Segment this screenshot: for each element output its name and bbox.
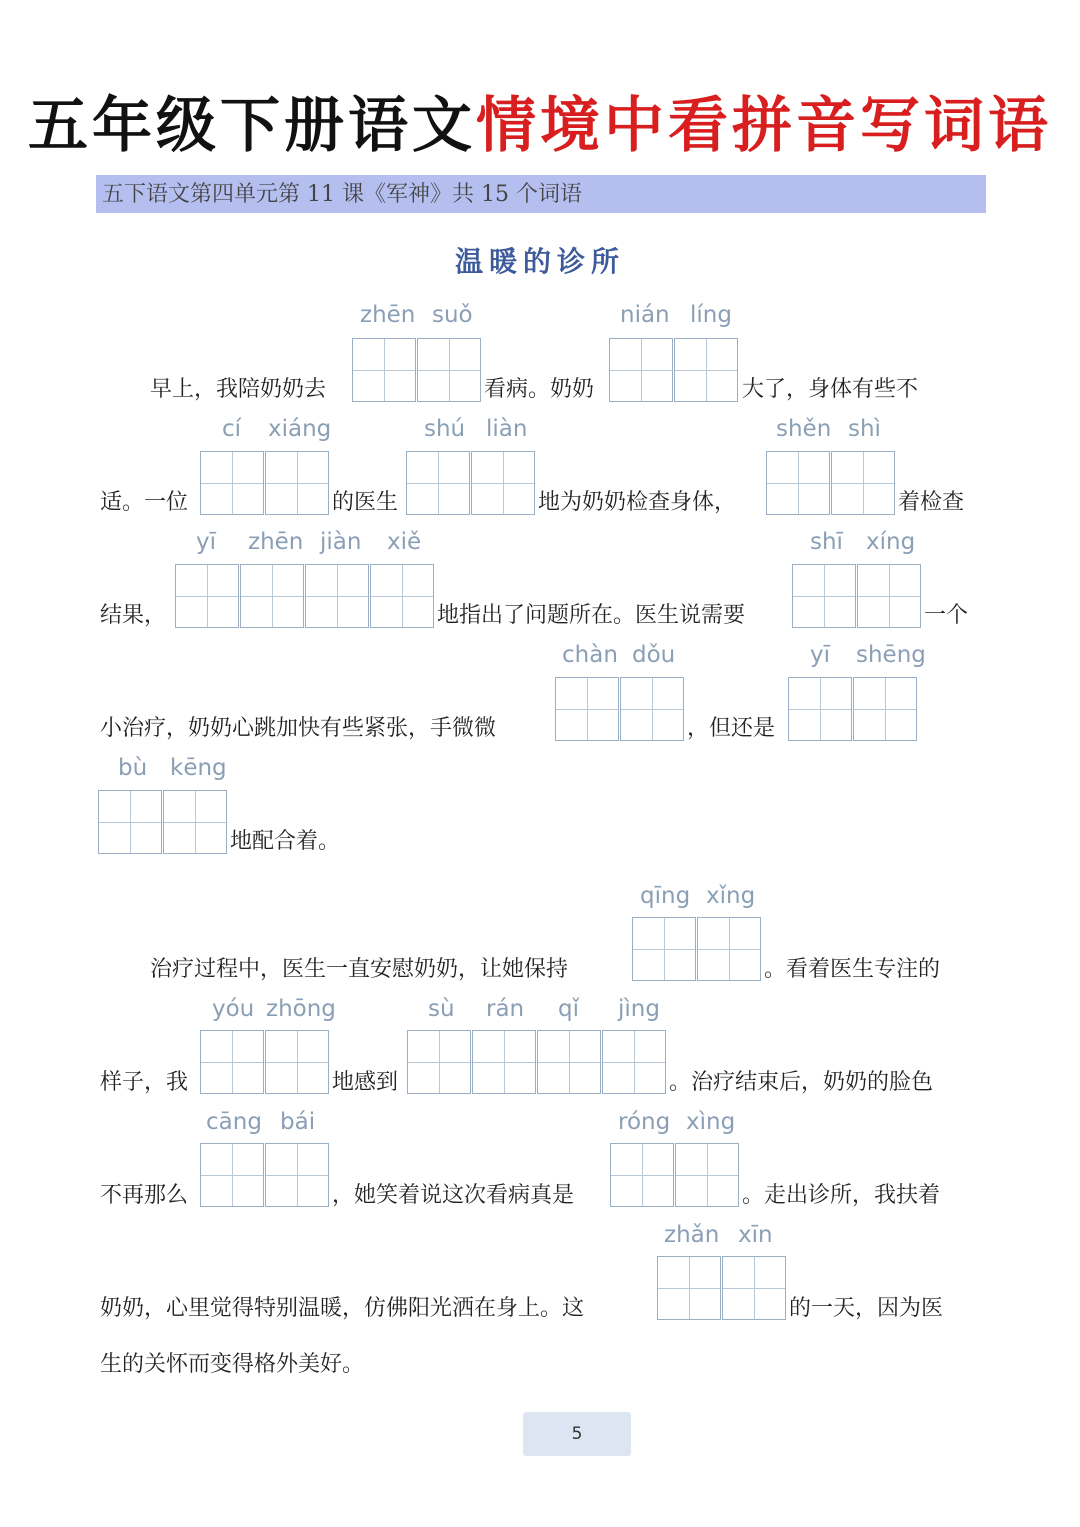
lesson-header-bar — [96, 175, 986, 213]
writing-box[interactable] — [620, 677, 684, 741]
passage-text: 地感到 — [332, 1070, 399, 1095]
writing-box[interactable] — [675, 1143, 739, 1207]
passage-text: 治疗过程中，医生一直安慰奶奶，让她保持 — [150, 957, 569, 982]
writing-box[interactable] — [200, 1030, 264, 1094]
pinyin: nián — [620, 302, 670, 328]
pinyin: dǒu — [632, 642, 676, 668]
passage-text: 的医生 — [332, 490, 399, 515]
writing-box[interactable] — [163, 790, 227, 854]
pinyin: zhēn — [360, 302, 416, 328]
writing-box[interactable] — [555, 677, 619, 741]
pinyin: xíng — [866, 529, 916, 555]
pinyin: yóu — [212, 996, 255, 1022]
passage-text: 看病。奶奶 — [484, 377, 595, 402]
passage-text: 不再那么 — [100, 1183, 189, 1208]
lesson-header-text: 五下语文第四单元第 11 课《军神》共 15 个词语 — [102, 182, 582, 207]
pinyin: bái — [280, 1109, 316, 1135]
pinyin: suǒ — [432, 302, 473, 328]
pinyin: bù — [118, 755, 148, 781]
pinyin: shì — [848, 416, 881, 442]
writing-box[interactable] — [305, 564, 369, 628]
writing-box[interactable] — [602, 1030, 666, 1094]
pinyin: líng — [690, 302, 732, 328]
writing-box[interactable] — [766, 451, 830, 515]
page-title — [0, 78, 1080, 164]
passage-text: 地配合着。 — [230, 829, 341, 854]
writing-box[interactable] — [632, 917, 696, 981]
writing-box[interactable] — [265, 1030, 329, 1094]
page-number: 5 — [523, 1412, 631, 1456]
pinyin: zhǎn — [664, 1222, 720, 1248]
writing-box[interactable] — [352, 338, 416, 402]
writing-box[interactable] — [175, 564, 239, 628]
writing-box[interactable] — [200, 451, 264, 515]
pinyin: shēng — [856, 642, 926, 668]
pinyin: cí — [222, 416, 242, 442]
passage-text: 早上，我陪奶奶去 — [150, 377, 327, 402]
writing-box[interactable] — [657, 1256, 721, 1320]
passage-text: ，她笑着说这次看病真是 — [332, 1183, 575, 1208]
pinyin: xiáng — [268, 416, 332, 442]
pinyin: xǐng — [706, 883, 756, 909]
pinyin: shú — [424, 416, 466, 442]
pinyin: xīn — [738, 1222, 773, 1248]
passage-text: 。走出诊所，我扶着 — [742, 1183, 941, 1208]
writing-box[interactable] — [265, 451, 329, 515]
passage-text: 的一天，因为医 — [789, 1296, 944, 1321]
writing-box[interactable] — [471, 451, 535, 515]
passage-text: 适。一位 — [100, 490, 189, 515]
writing-box[interactable] — [537, 1030, 601, 1094]
passage-text: 。治疗结束后，奶奶的脸色 — [669, 1070, 934, 1095]
writing-box[interactable] — [788, 677, 852, 741]
passage-text: 生的关怀而变得格外美好。 — [100, 1352, 365, 1377]
passage-text: 结果， — [100, 603, 167, 628]
pinyin: yī — [196, 529, 217, 555]
title-red-part: 情境中看拼音写词语 — [476, 91, 1052, 161]
pinyin: sù — [428, 996, 455, 1022]
writing-box[interactable] — [200, 1143, 264, 1207]
passage-text: 奶奶，心里觉得特别温暖，仿佛阳光洒在身上。这 — [100, 1296, 585, 1321]
pinyin: chàn — [562, 642, 618, 668]
passage-text: ，但还是 — [687, 716, 776, 741]
pinyin: cāng — [206, 1109, 262, 1135]
writing-box[interactable] — [406, 451, 470, 515]
passage-text: 小治疗，奶奶心跳加快有些紧张，手微微 — [100, 716, 497, 741]
passage-text: 着检查 — [898, 490, 965, 515]
pinyin: shěn — [776, 416, 832, 442]
pinyin: jìng — [618, 996, 660, 1022]
pinyin: qīng — [640, 883, 691, 909]
writing-box[interactable] — [853, 677, 917, 741]
writing-box[interactable] — [265, 1143, 329, 1207]
writing-box[interactable] — [857, 564, 921, 628]
passage-text: 地为奶奶检查身体， — [538, 490, 737, 515]
writing-box[interactable] — [240, 564, 304, 628]
passage-title: 温暖的诊所 — [454, 245, 625, 278]
pinyin: qǐ — [558, 996, 579, 1022]
writing-box[interactable] — [98, 790, 162, 854]
writing-box[interactable] — [831, 451, 895, 515]
pinyin: zhēn — [248, 529, 304, 555]
writing-box[interactable] — [610, 1143, 674, 1207]
writing-box[interactable] — [417, 338, 481, 402]
passage-text: 大了，身体有些不 — [742, 377, 919, 402]
writing-box[interactable] — [370, 564, 434, 628]
writing-box[interactable] — [407, 1030, 471, 1094]
writing-box[interactable] — [472, 1030, 536, 1094]
passage-text: 。看着医生专注的 — [764, 957, 941, 982]
pinyin: yī — [810, 642, 831, 668]
passage-text: 样子，我 — [100, 1070, 189, 1095]
writing-box[interactable] — [792, 564, 856, 628]
pinyin: xìng — [686, 1109, 736, 1135]
pinyin: liàn — [486, 416, 528, 442]
pinyin: rán — [486, 996, 525, 1022]
passage-text: 地指出了问题所在。医生说需要 — [437, 603, 746, 628]
writing-box[interactable] — [697, 917, 761, 981]
writing-box[interactable] — [722, 1256, 786, 1320]
pinyin: kēng — [170, 755, 227, 781]
writing-box[interactable] — [674, 338, 738, 402]
title-black-part: 五年级下册语文 — [28, 91, 476, 161]
pinyin: jiàn — [320, 529, 362, 555]
pinyin: xiě — [387, 529, 422, 555]
pinyin: shī — [810, 529, 843, 555]
pinyin: zhōng — [266, 996, 336, 1022]
passage-text: 一个 — [924, 603, 969, 628]
writing-box[interactable] — [609, 338, 673, 402]
pinyin: róng — [618, 1109, 671, 1135]
